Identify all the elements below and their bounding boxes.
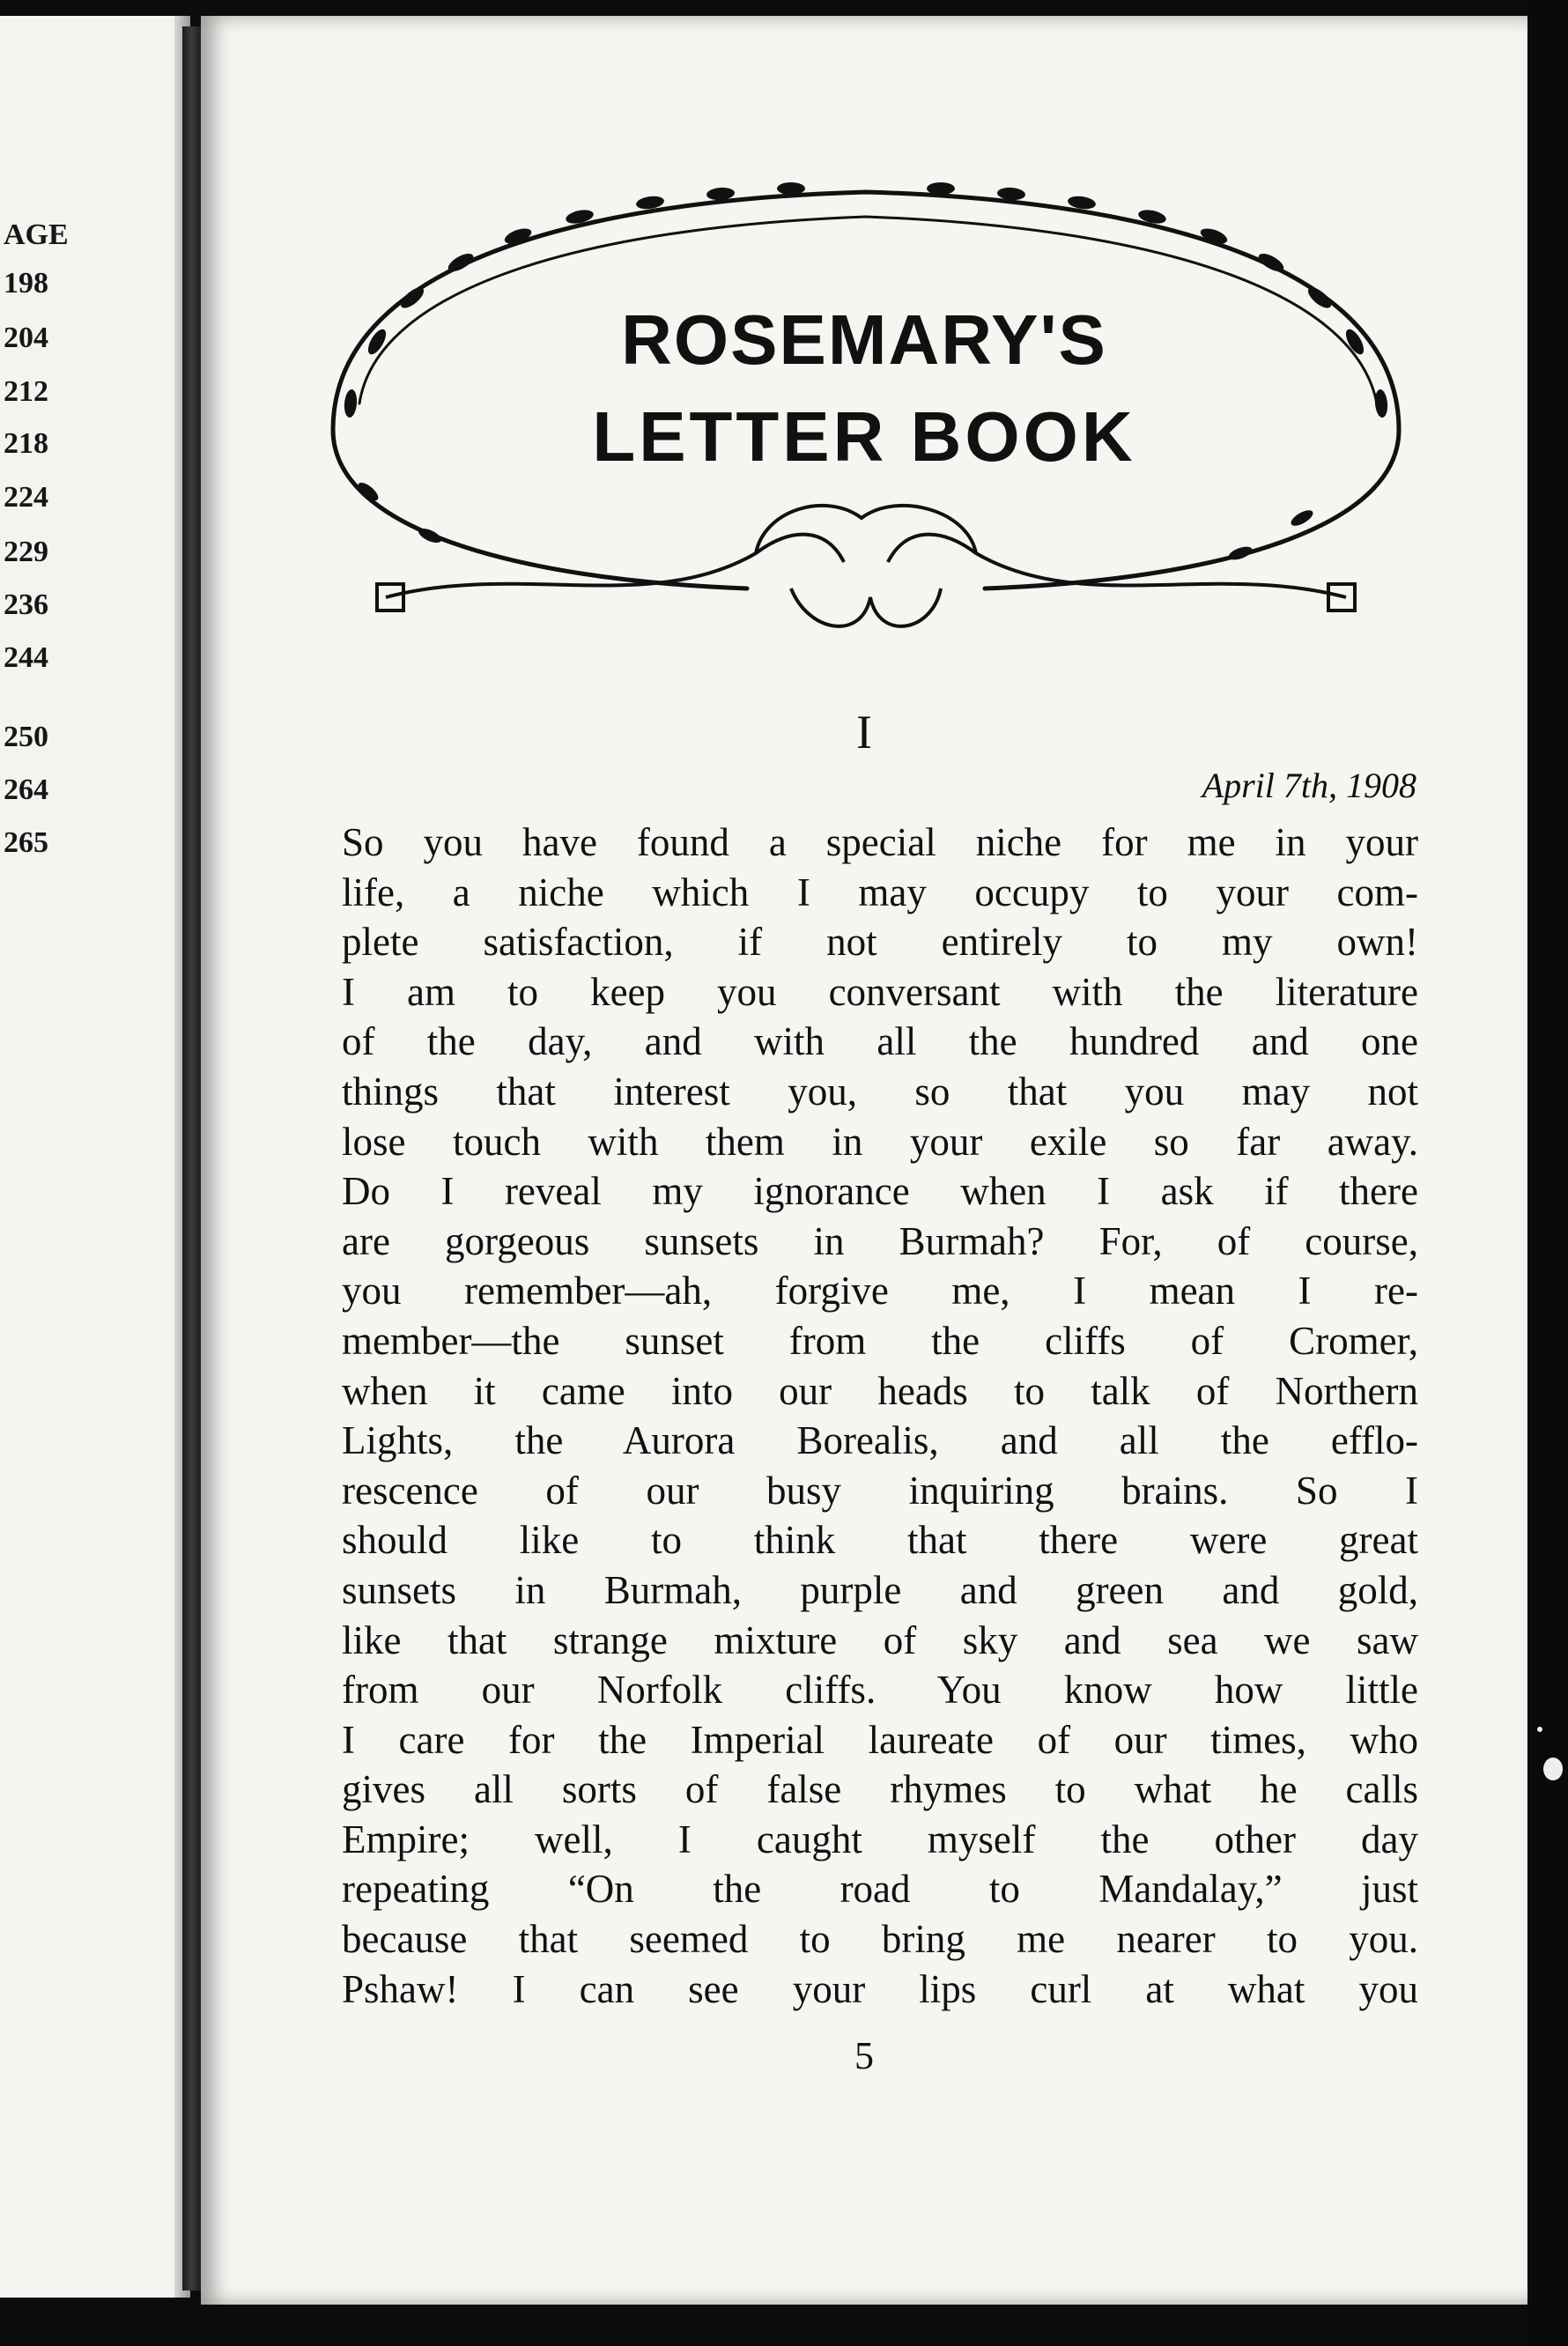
text-line: like that strange mixture of sky and sea we saw (342, 1617, 1418, 1662)
toc-number: 244 (4, 641, 48, 674)
text-line: gives all sorts of false rhymes to what he calls (342, 1767, 1418, 1812)
toc-number: 264 (4, 773, 48, 806)
text-line: things that interest you, so that you may not (342, 1069, 1418, 1114)
toc-number: 204 (4, 322, 48, 354)
text-line: should like to think that there were great (342, 1518, 1418, 1563)
text-line: repeating “On the road to Mandalay,” just (342, 1867, 1418, 1912)
toc-number: 218 (4, 427, 48, 460)
facing-page (0, 16, 187, 2298)
text-line: rescence of our busy inquiring brains. So I (342, 1468, 1418, 1513)
chapter-number: I (856, 706, 872, 759)
text-line: Do I reveal my ignorance when I ask if there (342, 1169, 1418, 1214)
toc-header-fragment: AGE (4, 218, 69, 251)
scan-speck (1543, 1758, 1563, 1780)
text-line: Lights, the Aurora Borealis, and all the efflo- (342, 1418, 1418, 1463)
scan-border (1527, 0, 1568, 2346)
text-line: member—the sunset from the cliffs of Cromer, (342, 1318, 1418, 1363)
letter-body (342, 818, 1418, 2014)
text-line: are gorgeous sunsets in Burmah? For, of course, (342, 1218, 1418, 1263)
text-line: when it came into our heads to talk of Northern (342, 1368, 1418, 1413)
toc-number: 250 (4, 721, 48, 753)
text-line: you remember—ah, forgive me, I mean I re- (342, 1269, 1418, 1314)
book-page (201, 16, 1527, 2305)
text-line: plete satisfaction, if not entirely to my own! (342, 920, 1418, 965)
text-line: because that seemed to bring me nearer to you. (342, 1917, 1418, 1962)
toc-number: 212 (4, 375, 48, 408)
text-line: Empire; well, I caught myself the other day (342, 1817, 1418, 1861)
text-line: lose touch with them in your exile so far away. (342, 1119, 1418, 1164)
text-line: of the day, and with all the hundred and one (342, 1019, 1418, 1064)
toc-number: 198 (4, 267, 48, 300)
text-line: from our Norfolk cliffs. You know how little (342, 1668, 1418, 1713)
toc-number: 236 (4, 588, 48, 621)
scan-speck (1537, 1727, 1542, 1732)
title-line-1: ROSEMARY'S (621, 300, 1107, 379)
text-line: life, a niche which I may occupy to your com- (342, 870, 1418, 914)
text-line: Pshaw! I can see your lips curl at what you (342, 1966, 1418, 2011)
text-line: So you have found a special niche for me in your (342, 820, 1418, 864)
toc-number: 229 (4, 536, 48, 568)
letter-date: April 7th, 1908 (1202, 766, 1416, 805)
text-line: I care for the Imperial laureate of our times, who (342, 1717, 1418, 1762)
text-line: sunsets in Burmah, purple and green and gold, (342, 1567, 1418, 1612)
title-line-2: LETTER BOOK (592, 397, 1136, 476)
page-number: 5 (854, 2034, 874, 2077)
text-line: I am to keep you conversant with the literature (342, 969, 1418, 1014)
toc-number: 265 (4, 826, 48, 859)
toc-number: 224 (4, 481, 48, 514)
